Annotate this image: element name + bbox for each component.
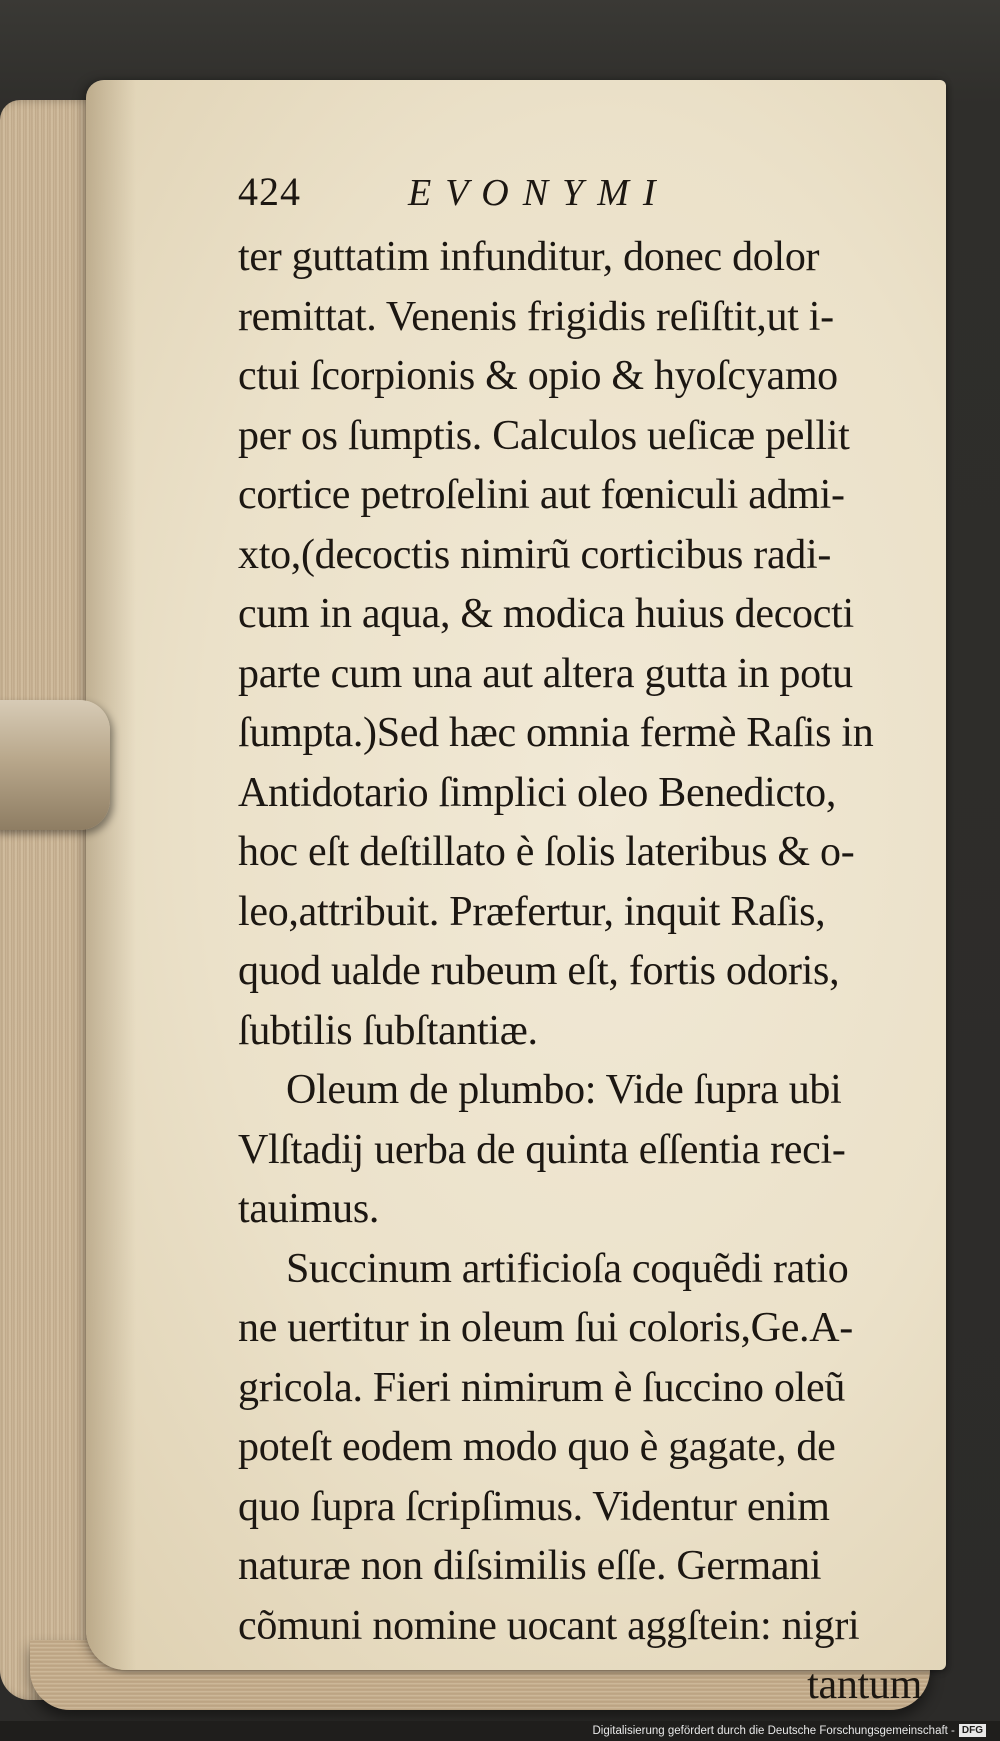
text-line: Succinum artificioſa coquẽdi ratio xyxy=(286,1245,849,1292)
text-line: ne uertitur in oleum ſui coloris,Ge.A- xyxy=(238,1305,853,1351)
text-line: ſumpta.)Sed hæc omnia fermè Raſis in xyxy=(238,710,874,756)
dfg-logo: DFG xyxy=(959,1724,986,1737)
text-line: xto,(decoctis nimirũ corticibus radi- xyxy=(238,531,832,578)
text-line: Vlſtadij uerba de quinta eſſentia reci- xyxy=(238,1126,846,1173)
text-line: ſubtilis ſubſtantiæ. xyxy=(238,1007,538,1054)
text-line: ter guttatim infunditur, donec dolor xyxy=(238,234,820,280)
credit-text: Digitalisierung gefördert durch die Deutsche Forschungsgemeinschaft - xyxy=(592,1724,955,1737)
text-line: naturæ non diſsimilis eſſe. Germani xyxy=(238,1543,822,1589)
text-line: tauimus. xyxy=(238,1186,380,1232)
text-line: Antidotario ſimplici oleo Benedicto, xyxy=(238,769,837,816)
page-header xyxy=(238,168,928,228)
running-head: EVONYMI xyxy=(408,172,670,214)
text-line: Oleum de plumbo: Vide ſupra ubi xyxy=(286,1067,842,1113)
text-line: cortice petroſelini aut fœniculi admi- xyxy=(238,472,845,518)
text-line: poteſt eodem modo quo è gagate, de xyxy=(238,1424,836,1470)
text-line: leo,attribuit. Præfertur, inquit Raſis, xyxy=(238,888,826,935)
catchword: tantum xyxy=(807,1662,922,1708)
page-text xyxy=(238,168,928,1716)
text-line: per os ſumptis. Calculos ueſicæ pellit xyxy=(238,412,850,459)
text-line: parte cum una aut altera gutta in potu xyxy=(238,650,853,697)
text-line: cum in aqua, & modica huius decocti xyxy=(238,591,854,637)
bookmark-tab xyxy=(0,700,110,830)
text-line: ctui ſcorpionis & opio & hyoſcyamo xyxy=(238,353,838,399)
book-page-edges xyxy=(0,100,100,1700)
text-line: quod ualde rubeum eſt, fortis odoris, xyxy=(238,948,840,994)
page-number: 424 xyxy=(238,169,301,214)
digitization-credit xyxy=(592,1724,986,1737)
text-line: gricola. Fieri nimirum è ſuccino oleũ xyxy=(238,1364,846,1411)
text-line: cõmuni nomine uocant aggſtein: nigri xyxy=(238,1602,860,1649)
text-line: remittat. Venenis frigidis reſiſtit,ut i- xyxy=(238,293,834,340)
text-line: quo ſupra ſcripſimus. Videntur enim xyxy=(238,1483,830,1530)
text-line: hoc eſt deſtillato è ſolis lateribus & o- xyxy=(238,829,855,875)
gutter-shadow xyxy=(86,80,136,1670)
